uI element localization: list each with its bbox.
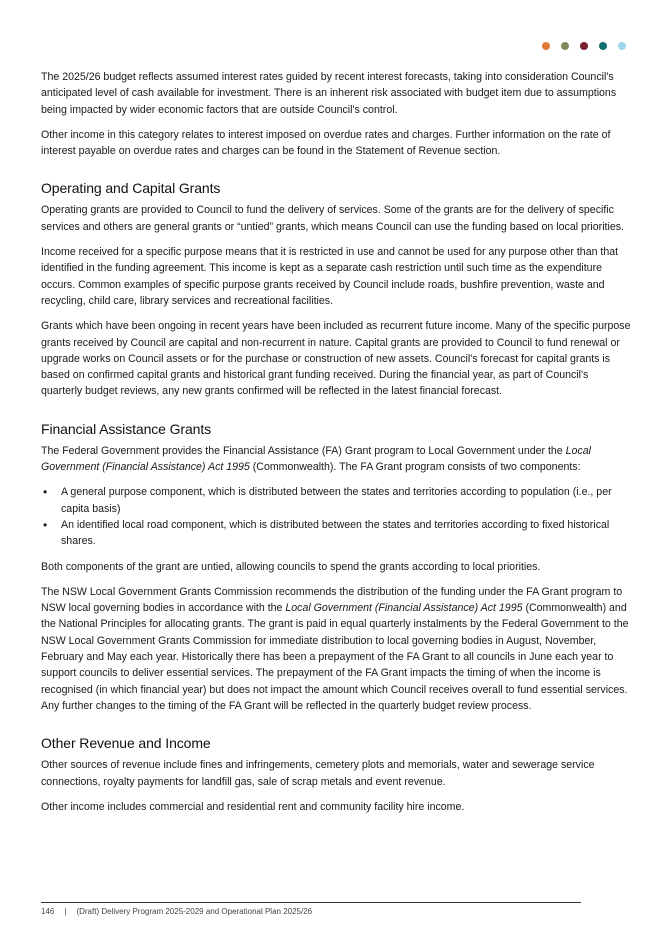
- fa-paragraph-3: The NSW Local Government Grants Commission recommends the distribution of the funding under the FA Grant program to NSW local governing bodies in accordance with the Local Government (Financial Assistance) Act 1995 (Commonwealth) and the National Principles for allocating grants. The grant is paid in equal quarterly instalments by the Federal Government to the NSW Local Government Grants Commission for immediate distribution to local governing bodies in August, November, February and May each year. Historically there has been a prepayment of the FA Grant to all councils in June each year to support councils to deliver essential services. The prepayment of the FA Grant impacts the timing of when the income is recognised (in which financial year) but does not impact the amount which Council receives overall to fund essential services. Any further changes to the timing of the FA Grant will be reflected in the quarterly budget review process.: [41, 585, 629, 712]
- dot-maroon: [580, 42, 588, 50]
- section-other-revenue-income: [41, 734, 631, 815]
- footer-rule: [41, 902, 581, 903]
- fa-paragraph-1: The Federal Government provides the Financial Assistance (FA) Grant program to Local Government under the Local Government (Financial Assistance) Act 1995 (Commonwealth). The FA Grant program consists of two components:: [41, 444, 591, 474]
- section-financial-assistance-grants: [41, 420, 631, 714]
- intro-paragraph-1: The 2025/26 budget reflects assumed interest rates guided by recent interest forecasts, taking into consideration Council's anticipated level of cash available for investment. There is an inherent risk associated with budget item due to assumptions being impacted by wider economic factors that are outside Council's control.: [41, 71, 617, 116]
- grants-paragraph-2: Income received for a specific purpose means that it is restricted in use and cannot be used for any purpose other than that identified in the funding agreement. This income is kept as a separate cash restriction until such time as the expenditure occurs. Common examples of specific purpose grants received by Council include roads, bushfire prevention, waste and recycling, child care, library services and recreational facilities.: [41, 246, 619, 307]
- act-title: Local Government (Financial Assistance) Act 1995: [285, 602, 523, 615]
- fa-paragraph-2: Both components of the grant are untied, allowing councils to spend the grants according to local priorities.: [41, 560, 541, 573]
- other-paragraph-2: Other income includes commercial and residential rent and community facility hire income.: [41, 800, 465, 813]
- list-item: • A general purpose component, which is distributed between the states and territories according to population (i.e., per capita basis): [41, 484, 631, 517]
- other-paragraph-1: Other sources of revenue include fines and infringements, cemetery plots and memorials, water and sewerage service connections, royalty payments for landfill gas, sale of scrap metals and event revenue.: [41, 759, 595, 788]
- section-heading: Operating and Capital Grants: [41, 180, 221, 197]
- section-heading: Financial Assistance Grants: [41, 420, 212, 437]
- dot-orange: [542, 42, 550, 50]
- grants-paragraph-3: Grants which have been ongoing in recent years have been included as recurrent future income. Many of the specific purpose grants received by Council are capital and non-recurrent in nature. Capital grants are provided to Council to fund renewal or upgrade works on Council assets or for the purchase or construction of new assets. Council's forecast for capital grants is based on confirmed capital grants and historical grant funding received. During the financial year, as part of Council's quarterly budget reviews, any new grants confirmed will be reflected in the latest financial forecast.: [41, 320, 631, 398]
- dot-teal: [599, 42, 607, 50]
- intro-paragraph-2: Other income in this category relates to interest imposed on overdue rates and charges. Further information on the rate of interest payable on overdue rates and charges can be found in the Statement of Revenue section.: [41, 128, 611, 158]
- dot-light-blue: [618, 42, 626, 50]
- page-footer: [41, 907, 312, 916]
- section-operating-capital-grants: [41, 179, 631, 399]
- dot-olive: [561, 42, 569, 50]
- list-item: • An identified local road component, which is distributed between the states and territories according to fixed historical shares.: [41, 517, 631, 550]
- fa-components-list: [41, 484, 631, 549]
- act-title: Local Government (Financial Assistance) Act 1995: [41, 444, 591, 474]
- footer-separator: |: [64, 907, 67, 916]
- section-heading: Other Revenue and Income: [41, 735, 211, 752]
- grants-paragraph-1: Operating grants are provided to Council to fund the delivery of services. Some of the grants are for the delivery of specific services and others are general grants or “untied” grants, which means Council can use the funding based on local priorities.: [41, 204, 624, 233]
- document-title: (Draft) Delivery Program 2025-2029 and Operational Plan 2025/26: [76, 907, 313, 916]
- page-number: 146: [41, 907, 55, 916]
- page-content: [41, 69, 631, 824]
